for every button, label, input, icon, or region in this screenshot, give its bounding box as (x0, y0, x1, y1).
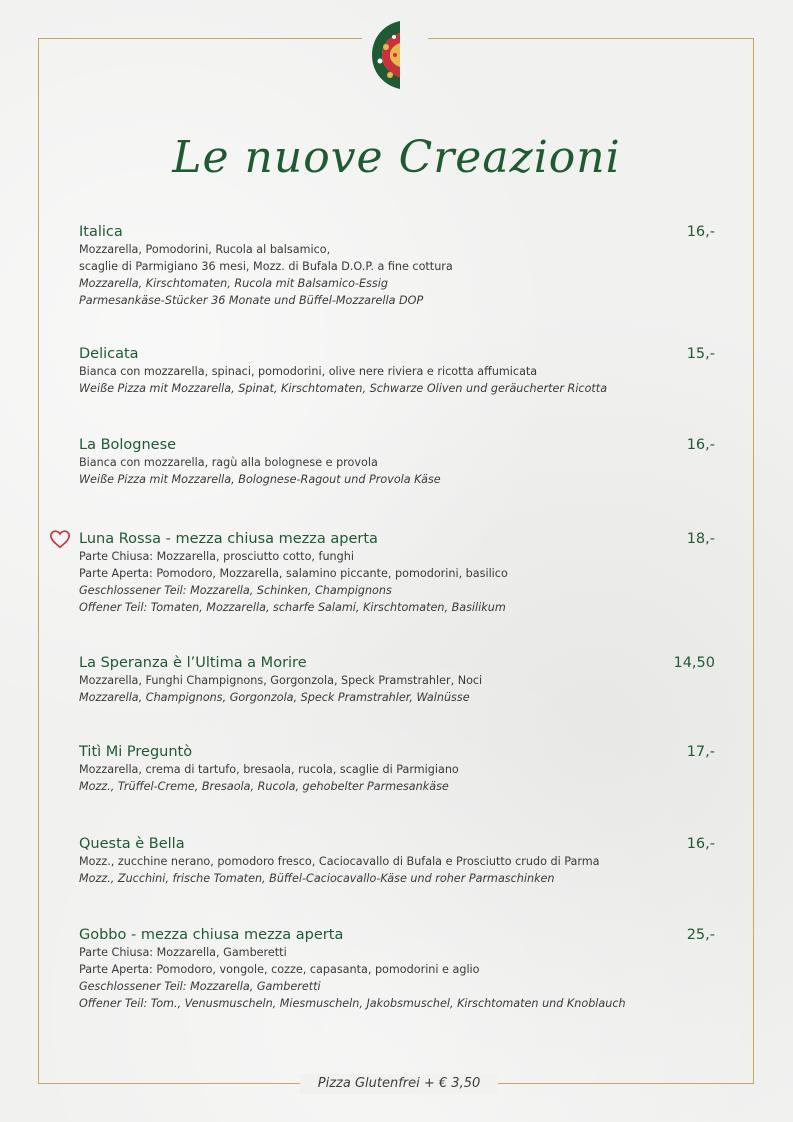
menu-item-price: 25,- (686, 927, 715, 943)
menu-item-description-it: Mozzarella, Pomodorini, Rucola al balsamico, (79, 243, 331, 256)
menu-item (79, 345, 719, 397)
menu-item-name: Gobbo - mezza chiusa mezza aperta (79, 927, 344, 943)
menu-item-description-it: Parte Aperta: Pomodoro, vongole, cozze, capasanta, pomodorini e aglio (79, 963, 480, 976)
menu-item (79, 926, 719, 1012)
menu-item (79, 436, 719, 488)
menu-item-description-de: Weiße Pizza mit Mozzarella, Bolognese-Ragout und Provola Käse (79, 473, 441, 486)
menu-item-description-it: Bianca con mozzarella, spinaci, pomodorini, olive nere riviera e ricotta affumicata (79, 365, 538, 378)
menu-item-price: 18,- (686, 531, 715, 547)
menu-item-description-it: Parte Chiusa: Mozzarella, Gamberetti (79, 946, 287, 959)
menu-item-description-de: Mozzarella, Champignons, Gorgonzola, Speck Pramstrahler, Walnüsse (79, 691, 470, 704)
menu-item (79, 223, 719, 309)
menu-item-description-it: scaglie di Parmigiano 36 mesi, Mozz. di Bufala D.O.P. a fine cottura (79, 260, 453, 273)
menu-item-price: 17,- (686, 744, 715, 760)
menu-item-description-de: Mozz., Trüffel-Creme, Bresaola, Rucola, gehobelter Parmesankäse (79, 780, 449, 793)
menu-item-price: 14,50 (673, 655, 715, 671)
menu-item-description-de: Offener Teil: Tom., Venusmuscheln, Miesmuscheln, Jakobsmuschel, Kirschtomaten und Knoblauch (79, 997, 626, 1010)
menu-item-description-de: Offener Teil: Tomaten, Mozzarella, scharfe Salami, Kirschtomaten, Basilikum (79, 601, 506, 614)
menu-item-price: 16,- (686, 836, 715, 852)
menu-item-name: Delicata (79, 346, 139, 362)
menu-item (79, 530, 719, 616)
footer-note: Pizza Glutenfrei + € 3,50 (317, 1076, 481, 1091)
menu-item (79, 743, 719, 795)
menu-item-description-it: Mozzarella, crema di tartufo, bresaola, rucola, scaglie di Parmigiano (79, 763, 459, 776)
menu-item-description-it: Mozzarella, Funghi Champignons, Gorgonzola, Speck Pramstrahler, Noci (79, 674, 483, 687)
heart-icon (49, 528, 71, 550)
menu-item-name: Questa è Bella (79, 836, 185, 852)
menu-item-name: La Speranza è l’Ultima a Morire (79, 655, 307, 671)
menu-item (79, 654, 719, 706)
menu-item (79, 835, 719, 887)
menu-item-name: Luna Rossa - mezza chiusa mezza aperta (79, 531, 378, 547)
page-title: Le nuove Creazioni (172, 132, 621, 183)
menu-item-name: Italica (79, 224, 123, 240)
menu-item-description-de: Parmesankäse-Stücker 36 Monate und Büffel-Mozzarella DOP (79, 294, 424, 307)
menu-item-price: 16,- (686, 437, 715, 453)
menu-item-description-it: Mozz., zucchine nerano, pomodoro fresco, Caciocavallo di Bufala e Prosciutto crudo di Parma (79, 855, 600, 868)
menu-item-description-de: Mozzarella, Kirschtomaten, Rucola mit Balsamico-Essig (79, 277, 388, 290)
menu-item-description-de: Geschlossener Teil: Mozzarella, Schinken, Champignons (79, 584, 392, 597)
menu-item-description-it: Parte Chiusa: Mozzarella, prosciutto cotto, funghi (79, 550, 354, 563)
menu-item-description-it: Parte Aperta: Pomodoro, Mozzarella, salamino piccante, pomodorini, basilico (79, 567, 508, 580)
menu-item-price: 15,- (686, 346, 715, 362)
restaurant-logo-icon (366, 17, 426, 93)
menu-item-name: Titì Mi Preguntò (79, 744, 193, 760)
menu-item-description-de: Geschlossener Teil: Mozzarella, Gamberetti (79, 980, 321, 993)
menu-item-description-de: Mozz., Zucchini, frische Tomaten, Büffel-Caciocavallo-Käse und roher Parmaschinken (79, 872, 555, 885)
menu-item-description-de: Weiße Pizza mit Mozzarella, Spinat, Kirschtomaten, Schwarze Oliven und geräucherter Ricotta (79, 382, 608, 395)
menu-item-description-it: Bianca con mozzarella, ragù alla bolognese e provola (79, 456, 378, 469)
menu-item-name: La Bolognese (79, 437, 177, 453)
menu-item-price: 16,- (686, 224, 715, 240)
